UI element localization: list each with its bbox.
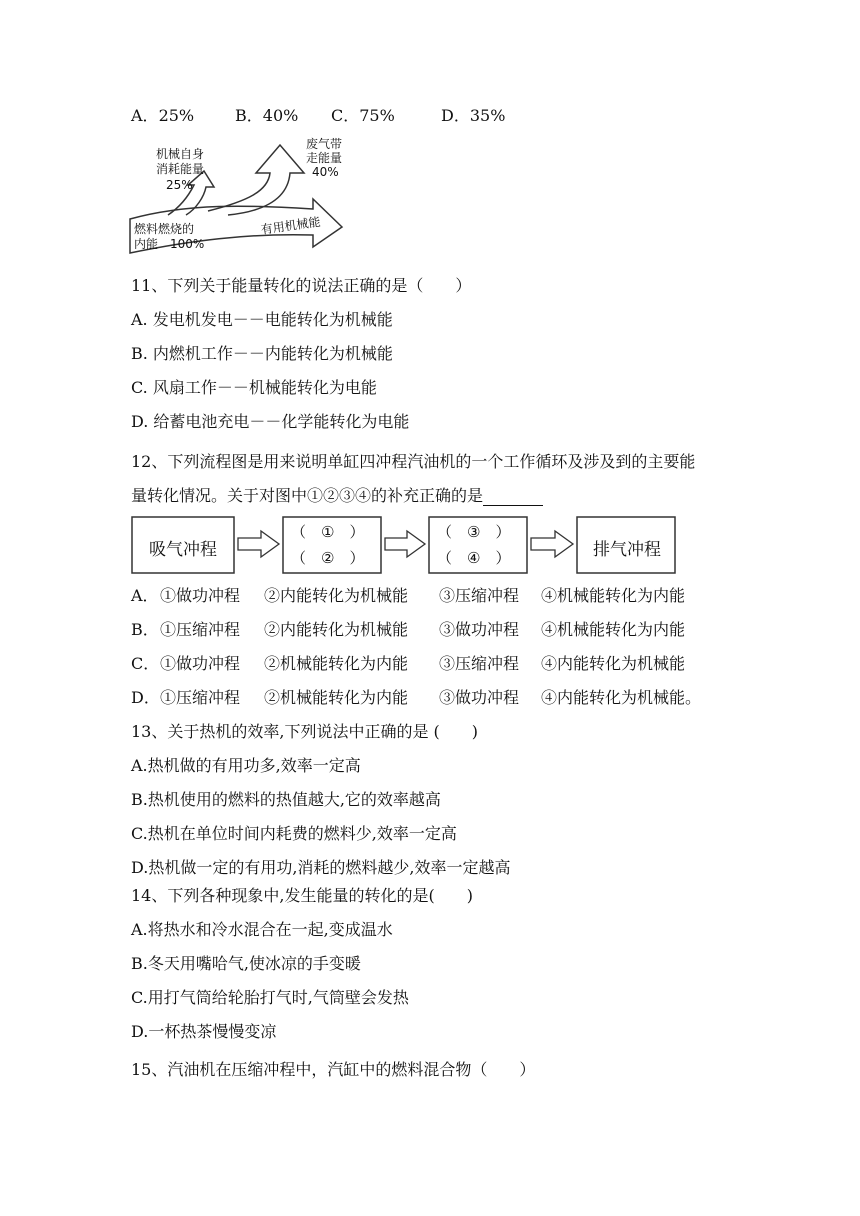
fuel-percent: 100% xyxy=(170,237,205,251)
fuel-label-2: 内能 xyxy=(134,237,159,251)
mech-self-percent: 25% xyxy=(166,178,193,192)
q10-option-b: B．40% xyxy=(235,106,299,125)
energy-flow-figure xyxy=(128,135,348,255)
q10-option-a: A．25% xyxy=(131,106,195,125)
q12-stem-line-1: 12、下列流程图是用来说明单缸四冲程汽油机的一个工作循环及涉及到的主要能 xyxy=(131,452,696,471)
q10-option-d: D．35% xyxy=(441,106,506,125)
exhaust-stroke-box: 排气冲程 xyxy=(593,540,661,560)
mech-self-label-1: 机械自身 xyxy=(156,147,205,161)
exhaust-percent: 40% xyxy=(312,165,339,179)
q14-option-a: A.将热水和冷水混合在一起,变成温水 xyxy=(131,920,393,939)
flow-blank-3: （ ③ ） xyxy=(437,523,511,541)
q13-option-a: A.热机做的有用功多,效率一定高 xyxy=(131,756,361,775)
stroke-flow-chart xyxy=(131,515,681,577)
q11-option-a: A. 发电机发电－－电能转化为机械能 xyxy=(131,310,393,329)
mech-self-label-2: 消耗能量 xyxy=(156,162,205,176)
q11-option-d: D. 给蓄电池充电－－化学能转化为电能 xyxy=(131,412,410,431)
q10-option-c: C．75% xyxy=(331,106,395,125)
q13-option-b: B.热机使用的燃料的热值越大,它的效率越高 xyxy=(131,790,441,809)
q14-option-b: B.冬天用嘴哈气,使冰凉的手变暖 xyxy=(131,954,361,973)
q14-option-c: C.用打气筒给轮胎打气时,气筒壁会发热 xyxy=(131,988,409,1007)
flow-blank-2: （ ② ） xyxy=(291,549,365,567)
exhaust-label-1: 废气带 xyxy=(306,137,343,151)
q13-option-d: D.热机做一定的有用功,消耗的燃料越少,效率一定越高 xyxy=(131,858,511,877)
answer-blank xyxy=(483,489,543,506)
fuel-label-1: 燃料燃烧的 xyxy=(134,222,195,236)
q14-stem: 14、下列各种现象中,发生能量的转化的是( ) xyxy=(131,886,473,905)
q11-option-c: C. 风扇工作－－机械能转化为电能 xyxy=(131,378,377,397)
flow-blank-4: （ ④ ） xyxy=(437,549,511,567)
exhaust-label-2: 走能量 xyxy=(306,151,343,165)
q11-stem: 11、下列关于能量转化的说法正确的是（ ） xyxy=(131,276,472,295)
q14-option-d: D.一杯热茶慢慢变凉 xyxy=(131,1022,277,1041)
q15-stem: 15、汽油机在压缩冲程中，汽缸中的燃料混合物（ ） xyxy=(131,1060,536,1079)
q11-option-b: B. 内燃机工作－－内能转化为机械能 xyxy=(131,344,393,363)
q12-stem-line-2: 量转化情况。关于对图中①②③④的补充正确的是 xyxy=(131,486,543,506)
flow-blank-1: （ ① ） xyxy=(291,523,365,541)
q13-option-c: C.热机在单位时间内耗费的燃料少,效率一定高 xyxy=(131,824,457,843)
useful-mech-label: 有用机械能 xyxy=(260,214,322,237)
q13-stem: 13、关于热机的效率,下列说法中正确的是 ( ) xyxy=(131,722,479,741)
intake-stroke-box: 吸气冲程 xyxy=(149,540,217,560)
